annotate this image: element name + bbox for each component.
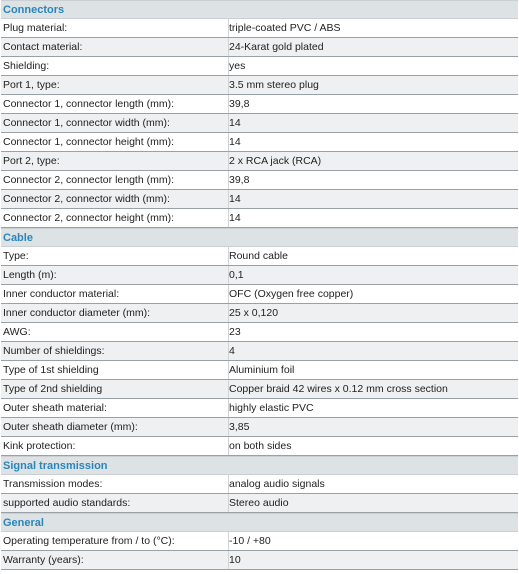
spec-row <box>1 38 518 57</box>
spec-label: Contact material: <box>1 38 229 56</box>
spec-label: Connector 2, connector length (mm): <box>1 171 229 189</box>
spec-row <box>1 171 518 190</box>
spec-value: yes <box>229 60 246 72</box>
spec-label: AWG: <box>1 323 229 341</box>
spec-label: Connector 1, connector width (mm): <box>1 114 229 132</box>
spec-label: Port 2, type: <box>1 152 229 170</box>
spec-value: 3.5 mm stereo plug <box>229 79 319 91</box>
section-cable <box>1 228 518 456</box>
spec-row <box>1 209 518 228</box>
spec-label: Operating temperature from / to (°C): <box>1 532 229 550</box>
section-heading: Connectors <box>1 0 518 19</box>
spec-label: Connector 1, connector height (mm): <box>1 133 229 151</box>
spec-row <box>1 437 518 456</box>
spec-row <box>1 114 518 133</box>
section-heading: Cable <box>1 228 518 247</box>
spec-value: triple-coated PVC / ABS <box>229 22 341 34</box>
section-general <box>1 513 518 570</box>
spec-value: Stereo audio <box>229 497 289 509</box>
spec-row <box>1 494 518 513</box>
spec-value: Copper braid 42 wires x 0.12 mm cross section <box>229 383 448 395</box>
spec-label: Length (m): <box>1 266 229 284</box>
spec-label: supported audio standards: <box>1 494 229 512</box>
section-heading: General <box>1 513 518 532</box>
spec-row <box>1 266 518 285</box>
spec-label: Type: <box>1 247 229 265</box>
spec-row <box>1 380 518 399</box>
spec-row <box>1 152 518 171</box>
spec-table <box>1 0 518 570</box>
spec-label: Inner conductor diameter (mm): <box>1 304 229 322</box>
spec-value: 4 <box>229 345 235 357</box>
spec-label: Warranty (years): <box>1 551 229 569</box>
spec-label: Plug material: <box>1 19 229 37</box>
spec-value: on both sides <box>229 440 292 452</box>
spec-row <box>1 190 518 209</box>
spec-value: 24-Karat gold plated <box>229 41 324 53</box>
spec-value: -10 / +80 <box>229 535 271 547</box>
spec-row <box>1 19 518 38</box>
spec-value: Round cable <box>229 250 288 262</box>
spec-label: Connector 2, connector height (mm): <box>1 209 229 227</box>
spec-label: Type of 1st shielding <box>1 361 229 379</box>
spec-value: 14 <box>229 117 241 129</box>
spec-value: 2 x RCA jack (RCA) <box>229 155 322 167</box>
spec-value: 0,1 <box>229 269 244 281</box>
section-heading: Signal transmission <box>1 456 518 475</box>
spec-value: Aluminium foil <box>229 364 295 376</box>
spec-label: Transmission modes: <box>1 475 229 493</box>
spec-row <box>1 551 518 570</box>
section-signal-transmission <box>1 456 518 513</box>
spec-value: analog audio signals <box>229 478 325 490</box>
spec-label: Inner conductor material: <box>1 285 229 303</box>
spec-row <box>1 57 518 76</box>
spec-value: 39,8 <box>229 98 250 110</box>
spec-label: Outer sheath diameter (mm): <box>1 418 229 436</box>
spec-row <box>1 95 518 114</box>
spec-value: 3,85 <box>229 421 250 433</box>
spec-label: Outer sheath material: <box>1 399 229 417</box>
spec-row <box>1 285 518 304</box>
spec-value: OFC (Oxygen free copper) <box>229 288 354 300</box>
spec-value: 39,8 <box>229 174 250 186</box>
spec-value: highly elastic PVC <box>229 402 314 414</box>
spec-row <box>1 304 518 323</box>
spec-row <box>1 418 518 437</box>
spec-label: Type of 2nd shielding <box>1 380 229 398</box>
section-connectors <box>1 0 518 228</box>
spec-row <box>1 76 518 95</box>
spec-row <box>1 323 518 342</box>
spec-label: Kink protection: <box>1 437 229 455</box>
spec-row <box>1 342 518 361</box>
spec-row <box>1 475 518 494</box>
spec-label: Port 1, type: <box>1 76 229 94</box>
spec-row <box>1 247 518 266</box>
spec-value: 23 <box>229 326 241 338</box>
spec-label: Connector 2, connector width (mm): <box>1 190 229 208</box>
spec-value: 14 <box>229 193 241 205</box>
spec-value: 10 <box>229 554 241 566</box>
spec-value: 14 <box>229 136 241 148</box>
spec-row <box>1 532 518 551</box>
spec-value: 25 x 0,120 <box>229 307 279 319</box>
spec-label: Number of shieldings: <box>1 342 229 360</box>
spec-row <box>1 399 518 418</box>
spec-label: Shielding: <box>1 57 229 75</box>
spec-label: Connector 1, connector length (mm): <box>1 95 229 113</box>
spec-row <box>1 361 518 380</box>
spec-value: 14 <box>229 212 241 224</box>
spec-row <box>1 133 518 152</box>
